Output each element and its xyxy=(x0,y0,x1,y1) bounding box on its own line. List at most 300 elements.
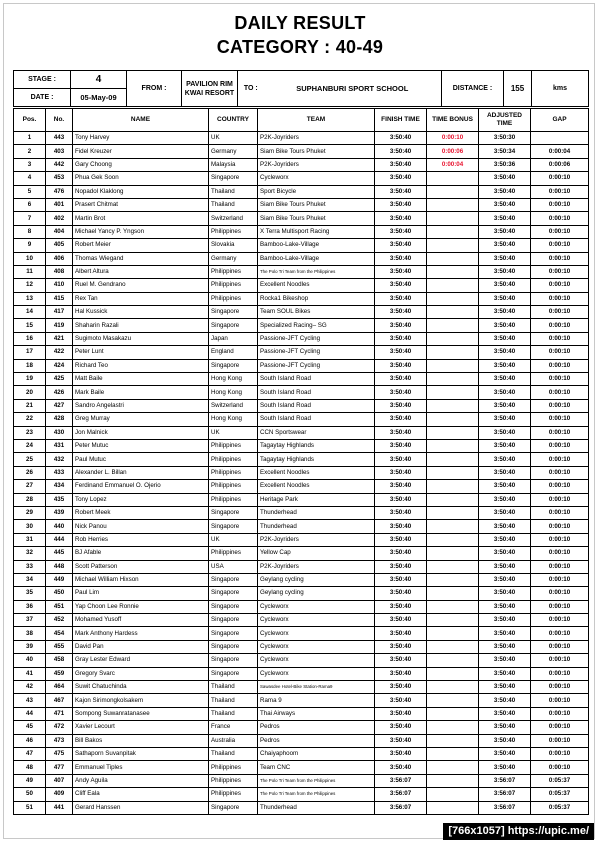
cell-team: Passione-JFT Cycling xyxy=(258,346,375,359)
cell-finish-time: 3:50:40 xyxy=(375,694,427,707)
cell-gap: 0:00:10 xyxy=(531,573,589,586)
cell-team: Passione-JFT Cycling xyxy=(258,332,375,345)
cell-adjusted-time: 3:50:40 xyxy=(479,480,531,493)
cell-name: Kajon Sirimongkolsakem xyxy=(73,694,209,707)
cell-finish-time: 3:50:40 xyxy=(375,292,427,305)
cell-name: Andy Aguila xyxy=(73,774,209,787)
cell-adjusted-time: 3:50:40 xyxy=(479,239,531,252)
cell-gap: 0:00:10 xyxy=(531,667,589,680)
cell-pos: 48 xyxy=(14,761,46,774)
cell-adjusted-time: 3:56:07 xyxy=(479,801,531,814)
cell-time-bonus xyxy=(427,493,479,506)
cell-time-bonus xyxy=(427,225,479,238)
cell-country: Japan xyxy=(209,332,258,345)
cell-finish-time: 3:50:40 xyxy=(375,386,427,399)
cell-pos: 24 xyxy=(14,439,46,452)
cell-no: 450 xyxy=(46,587,73,600)
cell-finish-time: 3:50:40 xyxy=(375,547,427,560)
cell-gap: 0:00:10 xyxy=(531,707,589,720)
cell-name: Greg Murray xyxy=(73,413,209,426)
cell-no: 473 xyxy=(46,734,73,747)
table-row xyxy=(14,319,589,332)
cell-no: 402 xyxy=(46,212,73,225)
cell-team: Specialized Racing– SG xyxy=(258,319,375,332)
table-row xyxy=(14,694,589,707)
cell-gap: 0:00:10 xyxy=(531,734,589,747)
col-adjusted-time-header: ADJUSTED TIME xyxy=(479,109,531,132)
cell-pos: 5 xyxy=(14,185,46,198)
cell-time-bonus xyxy=(427,292,479,305)
cell-country: Singapore xyxy=(209,506,258,519)
cell-finish-time: 3:50:40 xyxy=(375,466,427,479)
cell-pos: 34 xyxy=(14,573,46,586)
cell-gap: 0:00:10 xyxy=(531,426,589,439)
table-row xyxy=(14,667,589,680)
table-row xyxy=(14,547,589,560)
cell-no: 449 xyxy=(46,573,73,586)
cell-country: Philippines xyxy=(209,292,258,305)
cell-adjusted-time: 3:50:40 xyxy=(479,667,531,680)
col-no-header: No. xyxy=(46,109,73,132)
cell-name: BJ Afable xyxy=(73,547,209,560)
table-row xyxy=(14,734,589,747)
cell-pos: 22 xyxy=(14,413,46,426)
cell-finish-time: 3:50:40 xyxy=(375,614,427,627)
cell-name: Paul Mutuc xyxy=(73,453,209,466)
cell-time-bonus xyxy=(427,694,479,707)
cell-name: Bill Bakos xyxy=(73,734,209,747)
cell-pos: 10 xyxy=(14,252,46,265)
cell-team: P2K-Joyriders xyxy=(258,158,375,171)
cell-pos: 45 xyxy=(14,721,46,734)
cell-pos: 51 xyxy=(14,801,46,814)
cell-team: Excellent Noodles xyxy=(258,279,375,292)
cell-team: Yellow Cap xyxy=(258,547,375,560)
cell-team: South Island Road xyxy=(258,386,375,399)
cell-name: Michael William Hixson xyxy=(73,573,209,586)
table-row xyxy=(14,332,589,345)
cell-country: England xyxy=(209,346,258,359)
cell-name: Tony Lopez xyxy=(73,493,209,506)
stage-info-table xyxy=(13,70,589,107)
cell-time-bonus xyxy=(427,399,479,412)
col-country-header: COUNTRY xyxy=(209,109,258,132)
cell-adjusted-time: 3:50:40 xyxy=(479,747,531,760)
cell-finish-time: 3:50:40 xyxy=(375,225,427,238)
stage-label: STAGE : xyxy=(14,71,71,89)
cell-gap: 0:00:10 xyxy=(531,466,589,479)
cell-finish-time: 3:50:40 xyxy=(375,145,427,158)
cell-time-bonus xyxy=(427,506,479,519)
cell-name: Suwit Chatuchinda xyxy=(73,681,209,694)
cell-adjusted-time: 3:50:40 xyxy=(479,198,531,211)
cell-adjusted-time: 3:50:40 xyxy=(479,373,531,386)
cell-no: 451 xyxy=(46,600,73,613)
cell-team: Rama 9 xyxy=(258,694,375,707)
cell-gap: 0:00:10 xyxy=(531,654,589,667)
cell-name: Tony Harvey xyxy=(73,132,209,145)
cell-country: Thailand xyxy=(209,707,258,720)
cell-team: Cycleworx xyxy=(258,627,375,640)
cell-country: Singapore xyxy=(209,520,258,533)
cell-finish-time: 3:50:40 xyxy=(375,533,427,546)
cell-finish-time: 3:50:40 xyxy=(375,453,427,466)
cell-no: 434 xyxy=(46,480,73,493)
cell-adjusted-time: 3:50:40 xyxy=(479,560,531,573)
cell-name: Thomas Wiegand xyxy=(73,252,209,265)
cell-no: 424 xyxy=(46,359,73,372)
cell-country: UK xyxy=(209,426,258,439)
cell-country: Slovakia xyxy=(209,239,258,252)
cell-time-bonus xyxy=(427,239,479,252)
cell-country: Philippines xyxy=(209,265,258,278)
cell-team: Pedros xyxy=(258,734,375,747)
table-row xyxy=(14,466,589,479)
cell-finish-time: 3:50:40 xyxy=(375,239,427,252)
cell-country: Singapore xyxy=(209,600,258,613)
cell-pos: 25 xyxy=(14,453,46,466)
results-table xyxy=(13,108,589,815)
cell-adjusted-time: 3:50:40 xyxy=(479,681,531,694)
cell-adjusted-time: 3:50:40 xyxy=(479,533,531,546)
from-value xyxy=(182,71,238,107)
cell-time-bonus xyxy=(427,319,479,332)
cell-pos: 17 xyxy=(14,346,46,359)
cell-team: The Polo Tri Team from the Philippines xyxy=(258,774,375,787)
cell-gap xyxy=(531,132,589,145)
table-row xyxy=(14,480,589,493)
cell-pos: 13 xyxy=(14,292,46,305)
cell-no: 431 xyxy=(46,439,73,452)
cell-team: Cycleworx xyxy=(258,640,375,653)
cell-team: P2K-Joyriders xyxy=(258,560,375,573)
cell-adjusted-time: 3:50:40 xyxy=(479,439,531,452)
cell-gap: 0:00:06 xyxy=(531,158,589,171)
cell-time-bonus xyxy=(427,185,479,198)
cell-finish-time: 3:50:40 xyxy=(375,640,427,653)
cell-country: Hong Kong xyxy=(209,386,258,399)
cell-gap: 0:00:04 xyxy=(531,145,589,158)
cell-pos: 16 xyxy=(14,332,46,345)
cell-country: Singapore xyxy=(209,614,258,627)
cell-gap: 0:00:10 xyxy=(531,681,589,694)
cell-gap: 0:00:10 xyxy=(531,640,589,653)
cell-time-bonus xyxy=(427,386,479,399)
cell-name: Michael Yancy P. Yngson xyxy=(73,225,209,238)
to-label: TO : xyxy=(238,71,264,107)
cell-no: 442 xyxy=(46,158,73,171)
cell-country: Philippines xyxy=(209,225,258,238)
cell-pos: 41 xyxy=(14,667,46,680)
cell-finish-time: 3:56:07 xyxy=(375,801,427,814)
cell-name: Robert Meek xyxy=(73,506,209,519)
cell-no: 410 xyxy=(46,279,73,292)
cell-gap: 0:00:10 xyxy=(531,292,589,305)
cell-time-bonus xyxy=(427,734,479,747)
cell-no: 445 xyxy=(46,547,73,560)
cell-finish-time: 3:50:40 xyxy=(375,587,427,600)
from-line-1: PAVILION RIM xyxy=(186,80,233,88)
cell-time-bonus xyxy=(427,480,479,493)
cell-team: South Island Road xyxy=(258,373,375,386)
cell-gap: 0:00:10 xyxy=(531,373,589,386)
cell-pos: 8 xyxy=(14,225,46,238)
cell-name: Sathaporn Suvanpitak xyxy=(73,747,209,760)
cell-gap: 0:00:10 xyxy=(531,761,589,774)
cell-country: Philippines xyxy=(209,466,258,479)
cell-time-bonus xyxy=(427,172,479,185)
cell-team: Sport Bicycle xyxy=(258,185,375,198)
cell-name: Mohamed Yusoff xyxy=(73,614,209,627)
cell-no: 444 xyxy=(46,533,73,546)
cell-finish-time: 3:50:40 xyxy=(375,734,427,747)
cell-time-bonus xyxy=(427,279,479,292)
cell-country: Thailand xyxy=(209,185,258,198)
cell-team: Siam Bike Tours Phuket xyxy=(258,145,375,158)
cell-team: The Polo Tri Team from the Philippines xyxy=(258,788,375,801)
cell-pos: 21 xyxy=(14,399,46,412)
cell-adjusted-time: 3:50:40 xyxy=(479,426,531,439)
cell-pos: 1 xyxy=(14,132,46,145)
cell-name: Sugimoto Masakazu xyxy=(73,332,209,345)
cell-pos: 33 xyxy=(14,560,46,573)
from-label: FROM : xyxy=(127,71,182,107)
cell-time-bonus xyxy=(427,426,479,439)
cell-pos: 43 xyxy=(14,694,46,707)
cell-gap: 0:05:37 xyxy=(531,774,589,787)
cell-country: USA xyxy=(209,560,258,573)
cell-adjusted-time: 3:50:40 xyxy=(479,252,531,265)
cell-country: Singapore xyxy=(209,306,258,319)
cell-name: Ruel M. Gendrano xyxy=(73,279,209,292)
cell-country: Australia xyxy=(209,734,258,747)
cell-team: South Island Road xyxy=(258,413,375,426)
cell-country: Philippines xyxy=(209,480,258,493)
to-value: SUPHANBURI SPORT SCHOOL xyxy=(264,71,442,107)
table-row xyxy=(14,399,589,412)
distance-unit: kms xyxy=(532,71,589,107)
cell-team: Thai Airways xyxy=(258,707,375,720)
cell-pos: 32 xyxy=(14,547,46,560)
cell-name: Gary Choong xyxy=(73,158,209,171)
cell-country: Philippines xyxy=(209,439,258,452)
cell-country: Singapore xyxy=(209,587,258,600)
cell-name: Nick Panou xyxy=(73,520,209,533)
cell-name: Robert Meier xyxy=(73,239,209,252)
table-row xyxy=(14,681,589,694)
stage-value: 4 xyxy=(71,71,127,89)
watermark: [766x1057] https://upic.me/ xyxy=(443,823,594,840)
cell-gap: 0:00:10 xyxy=(531,587,589,600)
cell-gap: 0:00:10 xyxy=(531,185,589,198)
cell-finish-time: 3:50:40 xyxy=(375,319,427,332)
cell-gap: 0:00:10 xyxy=(531,627,589,640)
cell-no: 459 xyxy=(46,667,73,680)
cell-time-bonus xyxy=(427,346,479,359)
cell-finish-time: 3:50:40 xyxy=(375,399,427,412)
cell-finish-time: 3:56:07 xyxy=(375,788,427,801)
cell-pos: 38 xyxy=(14,627,46,640)
cell-pos: 6 xyxy=(14,198,46,211)
cell-finish-time: 3:50:40 xyxy=(375,707,427,720)
table-row xyxy=(14,587,589,600)
cell-team: Cycleworx xyxy=(258,667,375,680)
table-row xyxy=(14,346,589,359)
cell-gap: 0:00:10 xyxy=(531,480,589,493)
cell-no: 422 xyxy=(46,346,73,359)
cell-name: Ferdinand Emmanuel O. Ojerio xyxy=(73,480,209,493)
table-row xyxy=(14,654,589,667)
cell-finish-time: 3:50:40 xyxy=(375,654,427,667)
table-row xyxy=(14,145,589,158)
cell-team: Siam Bike Tours Phuket xyxy=(258,212,375,225)
cell-country: Malaysia xyxy=(209,158,258,171)
cell-team: Geylang cycling xyxy=(258,587,375,600)
cell-pos: 44 xyxy=(14,707,46,720)
cell-time-bonus xyxy=(427,520,479,533)
cell-pos: 29 xyxy=(14,506,46,519)
cell-name: Mark Anthony Hardess xyxy=(73,627,209,640)
table-row xyxy=(14,520,589,533)
cell-no: 453 xyxy=(46,172,73,185)
cell-country: Hong Kong xyxy=(209,413,258,426)
cell-no: 409 xyxy=(46,788,73,801)
cell-finish-time: 3:50:40 xyxy=(375,158,427,171)
cell-time-bonus: 0:00:10 xyxy=(427,132,479,145)
cell-gap: 0:00:10 xyxy=(531,747,589,760)
cell-name: Jon Malnick xyxy=(73,426,209,439)
cell-gap: 0:00:10 xyxy=(531,239,589,252)
cell-team: Bamboo-Lake-Village xyxy=(258,239,375,252)
cell-no: 452 xyxy=(46,614,73,627)
cell-no: 472 xyxy=(46,721,73,734)
cell-time-bonus xyxy=(427,359,479,372)
cell-no: 406 xyxy=(46,252,73,265)
cell-finish-time: 3:50:40 xyxy=(375,346,427,359)
table-row xyxy=(14,573,589,586)
cell-adjusted-time: 3:50:40 xyxy=(479,399,531,412)
table-row xyxy=(14,707,589,720)
cell-time-bonus xyxy=(427,788,479,801)
cell-team: CCN Sportswear xyxy=(258,426,375,439)
cell-adjusted-time: 3:50:40 xyxy=(479,627,531,640)
cell-no: 440 xyxy=(46,520,73,533)
cell-finish-time: 3:50:40 xyxy=(375,667,427,680)
table-row xyxy=(14,721,589,734)
cell-time-bonus xyxy=(427,573,479,586)
cell-name: Richard Teo xyxy=(73,359,209,372)
cell-country: Philippines xyxy=(209,453,258,466)
cell-adjusted-time: 3:50:40 xyxy=(479,547,531,560)
cell-time-bonus xyxy=(427,413,479,426)
date-value: 05-May-09 xyxy=(71,89,127,107)
table-row xyxy=(14,453,589,466)
cell-pos: 46 xyxy=(14,734,46,747)
cell-time-bonus xyxy=(427,332,479,345)
cell-time-bonus xyxy=(427,466,479,479)
cell-team: The Polo Tri Team from the Philippines xyxy=(258,265,375,278)
cell-country: Germany xyxy=(209,145,258,158)
cell-team: Geylang cycling xyxy=(258,573,375,586)
cell-finish-time: 3:50:40 xyxy=(375,426,427,439)
cell-name: Yap Choon Lee Ronnie xyxy=(73,600,209,613)
cell-name: Nopadol Klaklong xyxy=(73,185,209,198)
cell-gap: 0:00:10 xyxy=(531,306,589,319)
cell-adjusted-time: 3:50:40 xyxy=(479,721,531,734)
cell-time-bonus xyxy=(427,654,479,667)
cell-gap: 0:05:37 xyxy=(531,801,589,814)
cell-time-bonus xyxy=(427,587,479,600)
cell-no: 439 xyxy=(46,506,73,519)
cell-name: Hal Kussick xyxy=(73,306,209,319)
cell-gap: 0:00:10 xyxy=(531,600,589,613)
cell-no: 401 xyxy=(46,198,73,211)
category-title: CATEGORY : 40-49 xyxy=(216,37,384,57)
cell-finish-time: 3:50:40 xyxy=(375,761,427,774)
cell-finish-time: 3:50:40 xyxy=(375,681,427,694)
table-row xyxy=(14,132,589,145)
cell-adjusted-time: 3:50:40 xyxy=(479,306,531,319)
table-row xyxy=(14,386,589,399)
cell-country: Singapore xyxy=(209,801,258,814)
table-row xyxy=(14,506,589,519)
table-row xyxy=(14,640,589,653)
cell-time-bonus xyxy=(427,560,479,573)
cell-gap: 0:00:10 xyxy=(531,453,589,466)
cell-finish-time: 3:50:40 xyxy=(375,506,427,519)
cell-gap: 0:00:10 xyxy=(531,721,589,734)
table-row xyxy=(14,359,589,372)
cell-time-bonus xyxy=(427,212,479,225)
cell-gap: 0:00:10 xyxy=(531,332,589,345)
cell-finish-time: 3:50:40 xyxy=(375,480,427,493)
results-header-row xyxy=(14,109,589,132)
cell-no: 433 xyxy=(46,466,73,479)
cell-name: Gerard Hanssen xyxy=(73,801,209,814)
cell-time-bonus xyxy=(427,761,479,774)
cell-gap: 0:00:10 xyxy=(531,399,589,412)
table-row xyxy=(14,252,589,265)
cell-finish-time: 3:50:40 xyxy=(375,265,427,278)
cell-finish-time: 3:50:40 xyxy=(375,600,427,613)
cell-finish-time: 3:50:40 xyxy=(375,721,427,734)
cell-gap: 0:00:10 xyxy=(531,319,589,332)
cell-gap: 0:00:10 xyxy=(531,198,589,211)
table-row xyxy=(14,292,589,305)
cell-pos: 15 xyxy=(14,319,46,332)
cell-team: Tagaytay Highlands xyxy=(258,453,375,466)
cell-name: Rob Herries xyxy=(73,533,209,546)
cell-country: Singapore xyxy=(209,640,258,653)
table-row xyxy=(14,198,589,211)
cell-finish-time: 3:50:40 xyxy=(375,359,427,372)
cell-adjusted-time: 3:50:40 xyxy=(479,466,531,479)
cell-adjusted-time: 3:50:40 xyxy=(479,600,531,613)
cell-country: Thailand xyxy=(209,694,258,707)
table-row xyxy=(14,373,589,386)
table-row xyxy=(14,239,589,252)
cell-time-bonus xyxy=(427,640,479,653)
table-row xyxy=(14,225,589,238)
cell-adjusted-time: 3:50:30 xyxy=(479,132,531,145)
cell-no: 471 xyxy=(46,707,73,720)
cell-time-bonus xyxy=(427,667,479,680)
cell-time-bonus xyxy=(427,373,479,386)
cell-adjusted-time: 3:50:40 xyxy=(479,413,531,426)
cell-finish-time: 3:50:40 xyxy=(375,747,427,760)
cell-no: 407 xyxy=(46,774,73,787)
cell-finish-time: 3:50:40 xyxy=(375,627,427,640)
